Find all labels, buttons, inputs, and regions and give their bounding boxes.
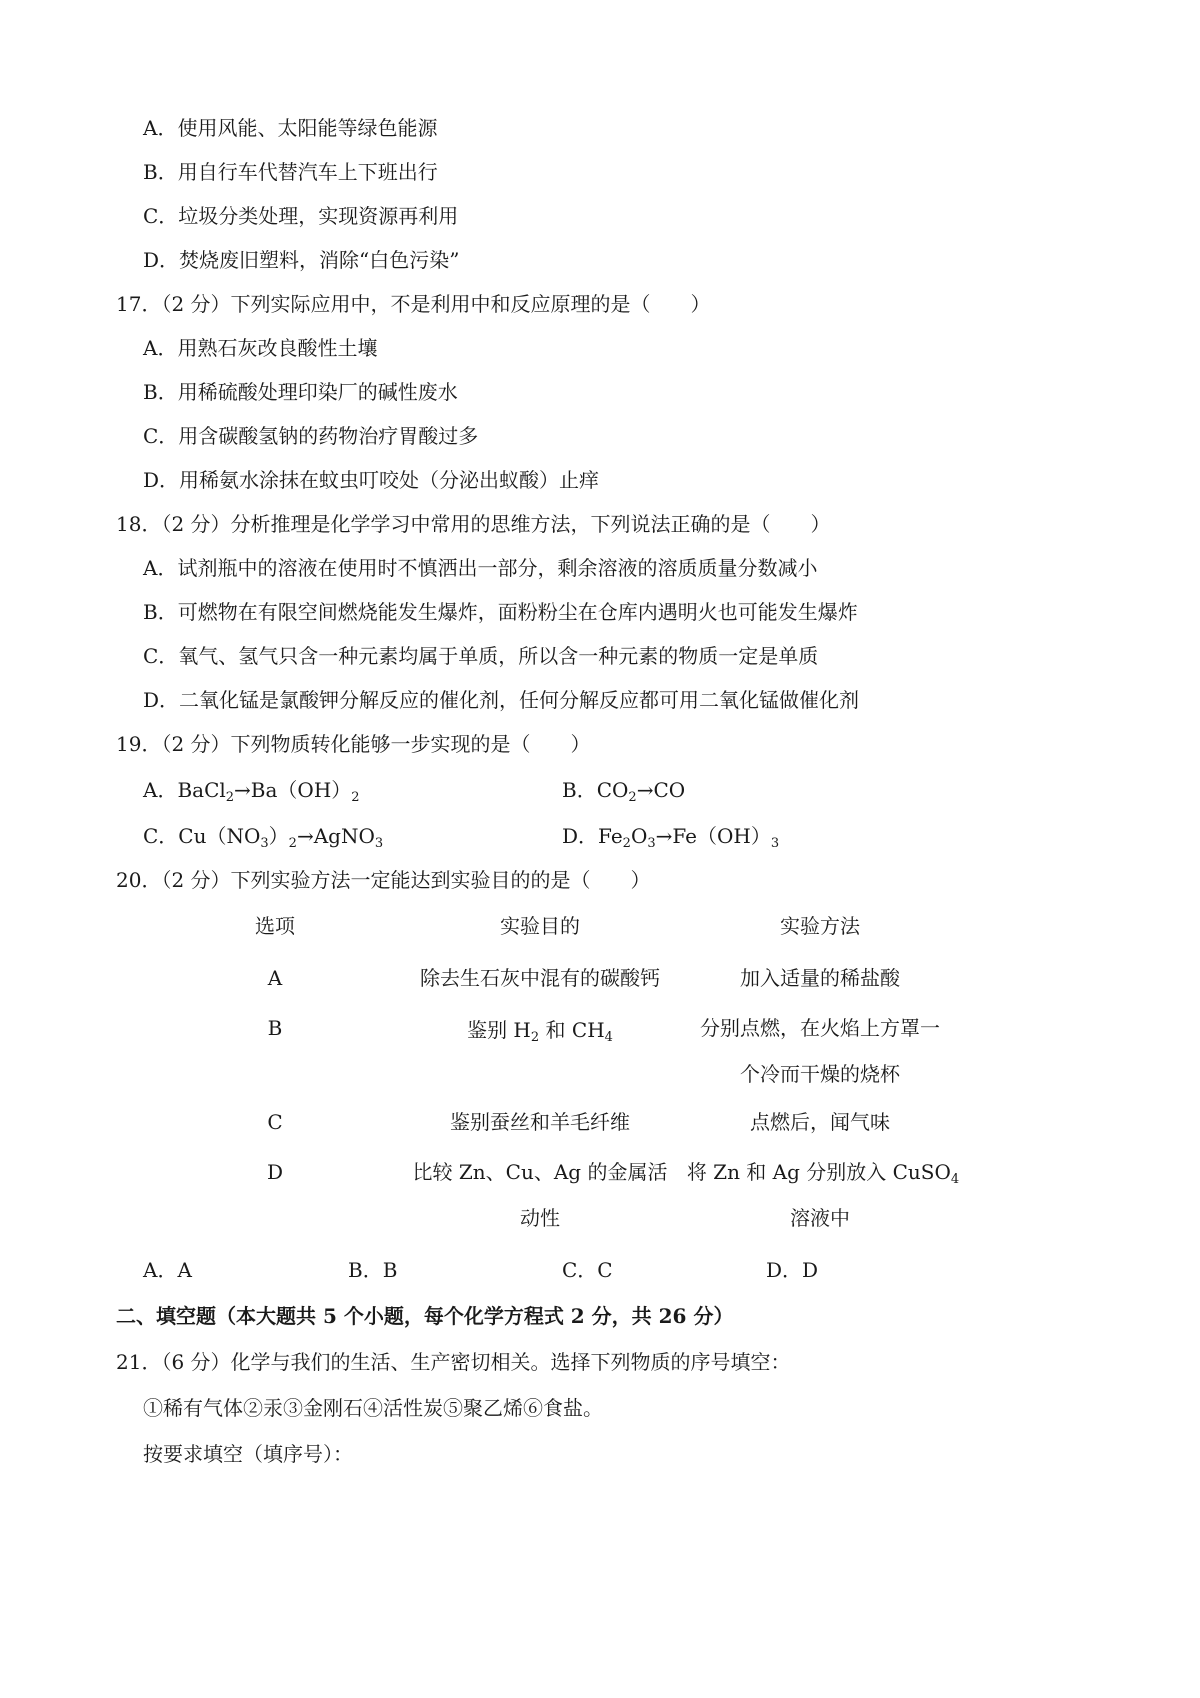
q17-option-b: B．用稀硫酸处理印染厂的碱性废水 [143,380,458,404]
q20-answer-b: B．B [348,1258,398,1282]
table-row-d-purpose-line1: 比较 Zn、Cu、Ag 的金属活 [412,1160,668,1184]
q19-option-d: D．$Fe_2O_3\to Fe(OH)_3$ [562,824,780,851]
q19-option-b: B．$CO_2\to CO$ [562,778,686,805]
table-row-a-method: 加入适量的稀盐酸 [740,966,900,990]
table-row-a-option: A [267,966,283,990]
table-row-c-method: 点燃后，闻气味 [750,1110,890,1134]
q20-answer-a: A．A [143,1258,192,1282]
table-header-option: 选项 [255,914,295,938]
q16-option-d: D．焚烧废旧塑料，消除“白色污染” [143,248,460,272]
table-row-c-option: C [267,1110,283,1134]
q19-option-c: C．$Cu(NO_3)_2\to AgNO_3$ [143,824,384,851]
q19-stem: 19．（2 分）下列物质转化能够一步实现的是（ ） [116,732,591,756]
q20-answer-d: D．D [766,1258,819,1282]
table-row-b-option: B [267,1016,283,1040]
table-row-b-method-line1: 分别点燃，在火焰上方罩一 [700,1016,940,1040]
table-row-c-purpose: 鉴别蚕丝和羊毛纤维 [450,1110,630,1134]
table-header-method: 实验方法 [780,914,860,938]
q21-instruction: 按要求填空（填序号）： [143,1442,353,1466]
q21-stem: 21．（6 分）化学与我们的生活、生产密切相关。选择下列物质的序号填空： [116,1350,791,1374]
q17-stem: 17．（2 分）下列实际应用中，不是利用中和反应原理的是（ ） [116,292,711,316]
q17-option-d: D．用稀氨水涂抹在蚊虫叮咬处（分泌出蚁酸）止痒 [143,468,600,492]
q17-option-c: C．用含碳酸氢钠的药物治疗胃酸过多 [143,424,479,448]
table-row-d-method-line2: 溶液中 [790,1206,850,1230]
q18-option-b: B．可燃物在有限空间燃烧能发生爆炸，面粉粉尘在仓库内遇明火也可能发生爆炸 [143,600,858,624]
q18-stem: 18．（2 分）分析推理是化学学习中常用的思维方法，下列说法正确的是（ ） [116,512,831,536]
table-row-d-option: D [266,1160,284,1184]
q18-option-a: A．试剂瓶中的溶液在使用时不慎洒出一部分，剩余溶液的溶质质量分数减小 [143,556,818,580]
table-row-b-purpose: 鉴别 $H_2$ 和 $CH_4$ [467,1018,613,1045]
q18-option-d: D．二氧化锰是氯酸钾分解反应的催化剂，任何分解反应都可用二氧化锰做催化剂 [143,688,860,712]
q16-option-c: C．垃圾分类处理，实现资源再利用 [143,204,459,228]
q21-items: ①稀有气体②汞③金刚石④活性炭⑤聚乙烯⑥食盐。 [143,1396,603,1420]
section-title: 二、填空题（本大题共 5 个小题，每个化学方程式 2 分，共 26 分） [116,1304,734,1328]
q16-option-a: A．使用风能、太阳能等绿色能源 [143,116,438,140]
q20-answer-c: C．C [562,1258,613,1282]
q16-option-b: B．用自行车代替汽车上下班出行 [143,160,438,184]
q20-stem: 20．（2 分）下列实验方法一定能达到实验目的的是（ ） [116,868,651,892]
table-row-b-method-line2: 个冷而干燥的烧杯 [740,1062,900,1086]
table-row-d-method-line1: 将 Zn 和 Ag 分别放入 CuSO$_4$ [686,1160,960,1187]
table-row-a-purpose: 除去生石灰中混有的碳酸钙 [420,966,660,990]
table-row-d-purpose-line2: 动性 [520,1206,560,1230]
table-header-purpose: 实验目的 [500,914,580,938]
q18-option-c: C．氧气、氢气只含一种元素均属于单质，所以含一种元素的物质一定是单质 [143,644,819,668]
q19-option-a: A．$BaCl_2\to Ba(OH)_2$ [143,778,360,805]
q17-option-a: A．用熟石灰改良酸性土壤 [143,336,378,360]
